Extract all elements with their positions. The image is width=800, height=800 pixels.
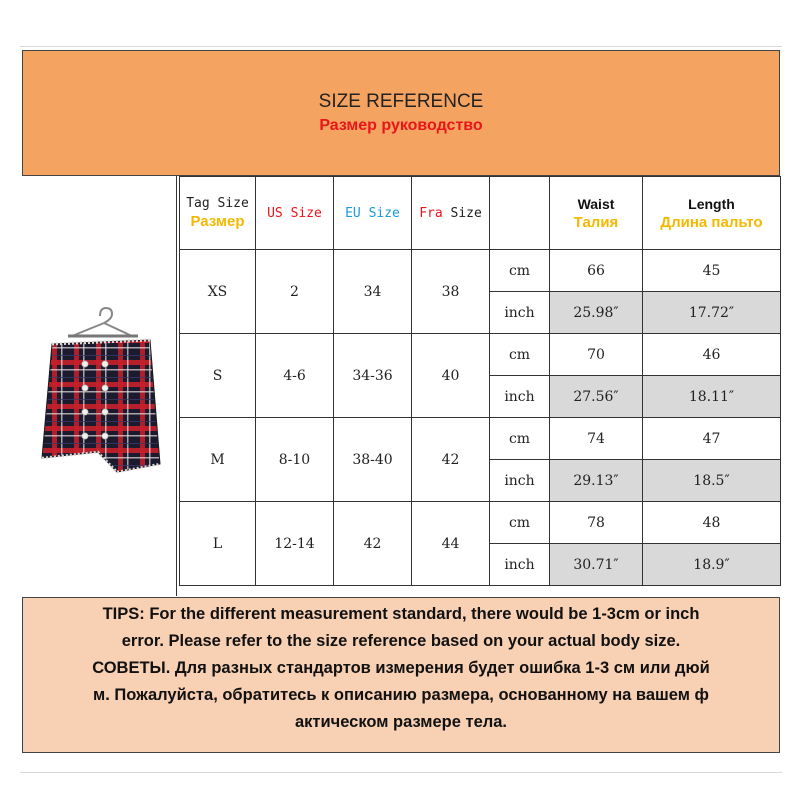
fra-size-cell: 38: [412, 250, 490, 334]
waist-cm-cell: 66: [550, 250, 643, 292]
unit-inch-cell: inch: [490, 292, 550, 334]
waist-inch-cell: 27.56″: [550, 376, 643, 418]
eu-size-cell: 34-36: [334, 334, 412, 418]
length-inch-cell: 18.5″: [643, 460, 781, 502]
header-eu-size: EU Size: [334, 177, 412, 250]
table-header-row: [180, 177, 781, 250]
eu-size-cell: 42: [334, 502, 412, 586]
tips-line: СОВЕТЫ. Для разных стандартов измерения будет ошибка 1-3 см или дюй: [92, 659, 710, 677]
tag-size-cell: S: [180, 334, 256, 418]
bottom-divider: [20, 772, 782, 773]
length-cm-cell: 45: [643, 250, 781, 292]
length-cm-cell: 47: [643, 418, 781, 460]
product-image-cell: [22, 176, 177, 596]
tips-line: актическом размере тела.: [294, 713, 508, 731]
length-inch-cell: 18.11″: [643, 376, 781, 418]
length-inch-cell: 18.9″: [643, 544, 781, 586]
length-inch-cell: 17.72″: [643, 292, 781, 334]
tips-line: error. Please refer to the size reference based on your actual body size.: [121, 632, 681, 650]
waist-inch-cell: 30.71″: [550, 544, 643, 586]
size-reference-banner: [22, 50, 780, 176]
size-chart: [22, 176, 780, 596]
fra-size-cell: 44: [412, 502, 490, 586]
table-row: [180, 418, 781, 460]
waist-inch-cell: 29.13″: [550, 460, 643, 502]
fra-size-cell: 42: [412, 418, 490, 502]
us-size-cell: 2: [256, 250, 334, 334]
header-unit: [490, 177, 550, 250]
table-row: [180, 502, 781, 544]
fra-size-cell: 40: [412, 334, 490, 418]
header-waist: Waist Талия: [550, 177, 643, 250]
us-size-cell: 8-10: [256, 418, 334, 502]
header-length: Length Длина пальто: [643, 177, 781, 250]
page-subtitle-russian: Размер руководство: [319, 117, 483, 134]
us-size-cell: 4-6: [256, 334, 334, 418]
header-fra-size: Fra Size: [412, 177, 490, 250]
tag-size-cell: L: [180, 502, 256, 586]
tips-line: TIPS: For the different measurement standard, there would be 1-3cm or inch: [102, 605, 700, 623]
header-tag-size: Tag Size Размер: [180, 177, 256, 250]
unit-cm-cell: cm: [490, 502, 550, 544]
unit-cm-cell: cm: [490, 334, 550, 376]
table-row: [180, 334, 781, 376]
header-us-size: US Size: [256, 177, 334, 250]
unit-inch-cell: inch: [490, 460, 550, 502]
eu-size-cell: 34: [334, 250, 412, 334]
unit-inch-cell: inch: [490, 544, 550, 586]
waist-cm-cell: 70: [550, 334, 643, 376]
tips-line: м. Пожалуйста, обратитесь к описанию размера, основанному на вашем ф: [93, 686, 709, 704]
us-size-cell: 12-14: [256, 502, 334, 586]
tag-size-cell: XS: [180, 250, 256, 334]
unit-cm-cell: cm: [490, 418, 550, 460]
top-divider: [20, 46, 782, 47]
waist-inch-cell: 25.98″: [550, 292, 643, 334]
size-table: [179, 176, 781, 586]
eu-size-cell: 38-40: [334, 418, 412, 502]
table-row: [180, 250, 781, 292]
waist-cm-cell: 74: [550, 418, 643, 460]
unit-cm-cell: cm: [490, 250, 550, 292]
page-title: SIZE REFERENCE: [318, 91, 484, 112]
unit-inch-cell: inch: [490, 376, 550, 418]
length-cm-cell: 46: [643, 334, 781, 376]
plaid-skirt-image: [22, 176, 177, 596]
tips-box: [22, 597, 780, 753]
waist-cm-cell: 78: [550, 502, 643, 544]
length-cm-cell: 48: [643, 502, 781, 544]
tag-size-cell: M: [180, 418, 256, 502]
